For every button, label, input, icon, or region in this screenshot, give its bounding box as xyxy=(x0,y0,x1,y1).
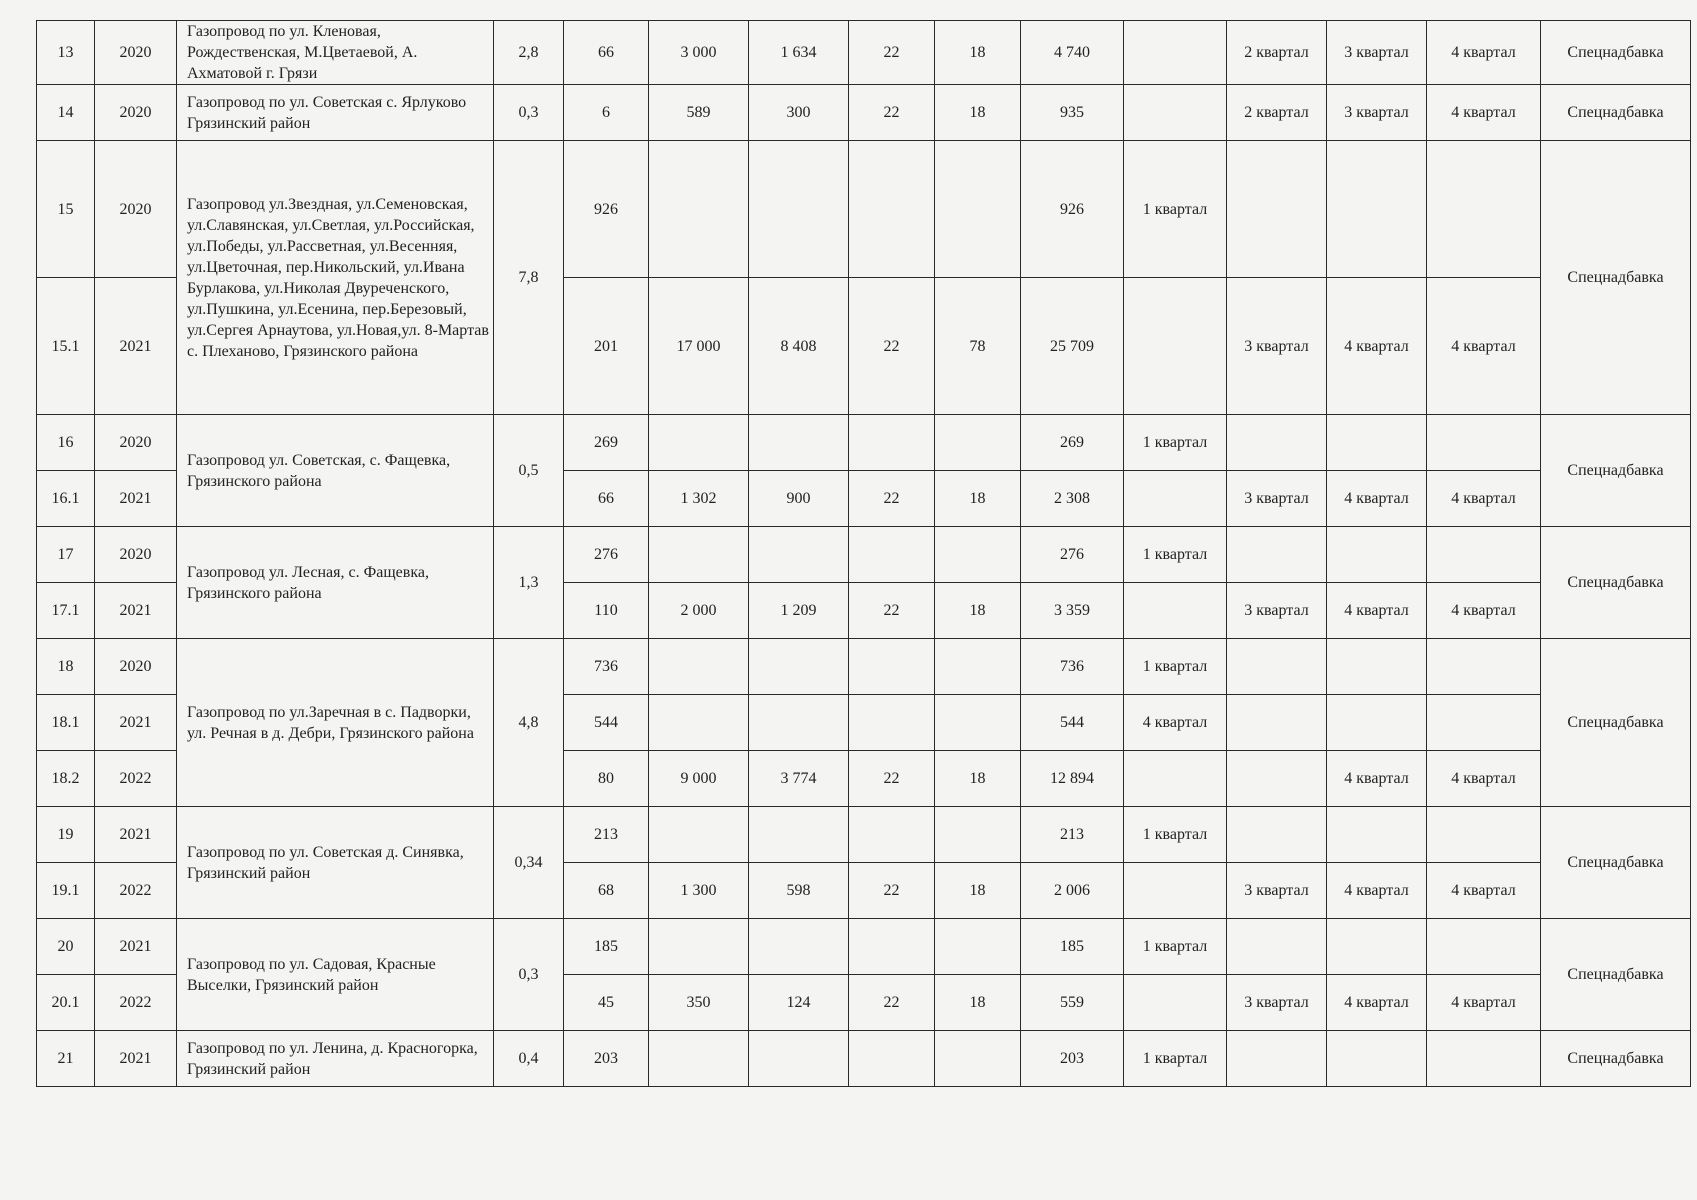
value-cell: 22 xyxy=(849,583,935,639)
year-cell: 2020 xyxy=(95,639,177,695)
quarter-cell: 4 квартал xyxy=(1327,975,1427,1031)
value-cell: 22 xyxy=(849,863,935,919)
value-cell: 18 xyxy=(935,975,1021,1031)
value-cell: 18 xyxy=(935,85,1021,141)
year-cell: 2020 xyxy=(95,527,177,583)
quarter-cell xyxy=(1124,471,1227,527)
quarter-cell xyxy=(1427,807,1541,863)
value-cell: 598 xyxy=(749,863,849,919)
row-number: 15.1 xyxy=(37,278,95,415)
quarter-cell xyxy=(1427,527,1541,583)
value-cell xyxy=(849,527,935,583)
table-row xyxy=(37,527,1691,583)
total-cell: 559 xyxy=(1021,975,1124,1031)
value-cell: 22 xyxy=(849,21,935,85)
value-cell xyxy=(649,695,749,751)
table-row xyxy=(37,415,1691,471)
length-cell: 0,34 xyxy=(494,807,564,919)
quarter-cell xyxy=(1427,1031,1541,1087)
quarter-cell xyxy=(1327,919,1427,975)
object-name: Газопровод по ул. Садовая, Красные Выселки, Грязинский район xyxy=(177,919,494,1031)
quarter-cell xyxy=(1124,583,1227,639)
quarter-cell: 3 квартал xyxy=(1227,975,1327,1031)
value-cell: 589 xyxy=(649,85,749,141)
total-cell: 12 894 xyxy=(1021,751,1124,807)
total-cell: 4 740 xyxy=(1021,21,1124,85)
length-cell: 2,8 xyxy=(494,21,564,85)
value-cell xyxy=(749,141,849,278)
quarter-cell xyxy=(1327,1031,1427,1087)
quarter-cell xyxy=(1427,141,1541,278)
total-cell: 3 359 xyxy=(1021,583,1124,639)
value-cell xyxy=(849,639,935,695)
value-cell xyxy=(849,1031,935,1087)
object-name: Газопровод по ул. Кленовая, Рождественская, М.Цветаевой, А. Ахматовой г. Грязи xyxy=(177,21,494,85)
row-number: 20.1 xyxy=(37,975,95,1031)
value-cell xyxy=(849,141,935,278)
object-name: Газопровод ул. Лесная, с. Фащевка, Грязинского района xyxy=(177,527,494,639)
funding-source: Спецнадбавка xyxy=(1541,141,1691,415)
value-cell xyxy=(935,415,1021,471)
quarter-cell: 4 квартал xyxy=(1427,751,1541,807)
value-cell: 900 xyxy=(749,471,849,527)
value-cell xyxy=(649,415,749,471)
table-row xyxy=(37,85,1691,141)
quarter-cell: 3 квартал xyxy=(1327,21,1427,85)
value-cell: 18 xyxy=(935,583,1021,639)
quarter-cell xyxy=(1124,751,1227,807)
value-cell: 926 xyxy=(564,141,649,278)
quarter-cell: 4 квартал xyxy=(1327,583,1427,639)
year-cell: 2022 xyxy=(95,751,177,807)
total-cell: 185 xyxy=(1021,919,1124,975)
value-cell: 17 000 xyxy=(649,278,749,415)
quarter-cell xyxy=(1327,415,1427,471)
quarter-cell xyxy=(1227,527,1327,583)
value-cell: 1 302 xyxy=(649,471,749,527)
quarter-cell: 4 квартал xyxy=(1427,975,1541,1031)
value-cell: 1 209 xyxy=(749,583,849,639)
value-cell: 300 xyxy=(749,85,849,141)
quarter-cell xyxy=(1227,415,1327,471)
quarter-cell xyxy=(1124,21,1227,85)
value-cell xyxy=(649,1031,749,1087)
row-number: 19 xyxy=(37,807,95,863)
value-cell xyxy=(649,527,749,583)
value-cell xyxy=(649,639,749,695)
value-cell: 544 xyxy=(564,695,649,751)
length-cell: 0,3 xyxy=(494,919,564,1031)
value-cell: 18 xyxy=(935,863,1021,919)
value-cell: 18 xyxy=(935,21,1021,85)
value-cell xyxy=(935,919,1021,975)
funding-source: Спецнадбавка xyxy=(1541,85,1691,141)
value-cell xyxy=(935,527,1021,583)
row-number: 18 xyxy=(37,639,95,695)
funding-source: Спецнадбавка xyxy=(1541,21,1691,85)
value-cell xyxy=(649,919,749,975)
total-cell: 2 006 xyxy=(1021,863,1124,919)
year-cell: 2021 xyxy=(95,1031,177,1087)
value-cell: 22 xyxy=(849,85,935,141)
value-cell xyxy=(749,695,849,751)
value-cell: 203 xyxy=(564,1031,649,1087)
quarter-cell xyxy=(1327,141,1427,278)
value-cell xyxy=(849,919,935,975)
table-row xyxy=(37,1031,1691,1087)
value-cell xyxy=(749,919,849,975)
value-cell: 8 408 xyxy=(749,278,849,415)
value-cell: 124 xyxy=(749,975,849,1031)
quarter-cell xyxy=(1327,807,1427,863)
value-cell: 3 774 xyxy=(749,751,849,807)
value-cell: 6 xyxy=(564,85,649,141)
year-cell: 2022 xyxy=(95,975,177,1031)
value-cell: 3 000 xyxy=(649,21,749,85)
quarter-cell xyxy=(1327,527,1427,583)
value-cell: 68 xyxy=(564,863,649,919)
value-cell: 66 xyxy=(564,471,649,527)
table-row xyxy=(37,807,1691,863)
row-number: 16.1 xyxy=(37,471,95,527)
row-number: 18.1 xyxy=(37,695,95,751)
quarter-cell: 1 квартал xyxy=(1124,639,1227,695)
row-number: 17.1 xyxy=(37,583,95,639)
value-cell xyxy=(935,807,1021,863)
quarter-cell: 4 квартал xyxy=(1427,85,1541,141)
value-cell: 350 xyxy=(649,975,749,1031)
total-cell: 25 709 xyxy=(1021,278,1124,415)
value-cell: 45 xyxy=(564,975,649,1031)
quarter-cell: 4 квартал xyxy=(1427,21,1541,85)
quarter-cell xyxy=(1124,863,1227,919)
quarter-cell xyxy=(1227,695,1327,751)
value-cell xyxy=(935,1031,1021,1087)
value-cell xyxy=(849,695,935,751)
funding-source: Спецнадбавка xyxy=(1541,1031,1691,1087)
value-cell: 2 000 xyxy=(649,583,749,639)
quarter-cell: 3 квартал xyxy=(1327,85,1427,141)
row-number: 19.1 xyxy=(37,863,95,919)
value-cell xyxy=(935,695,1021,751)
year-cell: 2021 xyxy=(95,919,177,975)
value-cell: 201 xyxy=(564,278,649,415)
length-cell: 0,3 xyxy=(494,85,564,141)
quarter-cell xyxy=(1227,919,1327,975)
quarter-cell xyxy=(1427,695,1541,751)
row-number: 15 xyxy=(37,141,95,278)
object-name: Газопровод ул.Звездная, ул.Семеновская, ул.Славянская, ул.Светлая, ул.Российская, ул.Победы, ул.Рассветная, ул.Весенняя, ул.Цветочная, пер.Никольский, ул.Ивана Бурлакова, ул.Николая Двуреченского, ул.Пушкина, ул.Есенина, пер.Березовый, ул.Сергея Арнаутова, ул.Новая,ул. 8-Мартав с. Плеханово, Грязинского района xyxy=(177,141,494,415)
year-cell: 2020 xyxy=(95,141,177,278)
total-cell: 213 xyxy=(1021,807,1124,863)
length-cell: 0,4 xyxy=(494,1031,564,1087)
value-cell xyxy=(649,807,749,863)
total-cell: 935 xyxy=(1021,85,1124,141)
quarter-cell: 4 квартал xyxy=(1124,695,1227,751)
value-cell: 269 xyxy=(564,415,649,471)
year-cell: 2022 xyxy=(95,863,177,919)
row-number: 18.2 xyxy=(37,751,95,807)
quarter-cell xyxy=(1227,639,1327,695)
quarter-cell xyxy=(1327,639,1427,695)
value-cell xyxy=(749,527,849,583)
year-cell: 2021 xyxy=(95,583,177,639)
value-cell xyxy=(749,807,849,863)
quarter-cell: 4 квартал xyxy=(1427,863,1541,919)
quarter-cell xyxy=(1124,278,1227,415)
year-cell: 2020 xyxy=(95,415,177,471)
quarter-cell xyxy=(1124,85,1227,141)
row-number: 17 xyxy=(37,527,95,583)
length-cell: 1,3 xyxy=(494,527,564,639)
total-cell: 269 xyxy=(1021,415,1124,471)
object-name: Газопровод по ул. Ленина, д. Красногорка, Грязинский район xyxy=(177,1031,494,1087)
value-cell: 1 634 xyxy=(749,21,849,85)
year-cell: 2020 xyxy=(95,21,177,85)
object-name: Газопровод по ул.Заречная в с. Падворки, ул. Речная в д. Дебри, Грязинского района xyxy=(177,639,494,807)
quarter-cell xyxy=(1227,141,1327,278)
quarter-cell xyxy=(1427,919,1541,975)
quarter-cell xyxy=(1427,415,1541,471)
row-number: 21 xyxy=(37,1031,95,1087)
value-cell: 22 xyxy=(849,471,935,527)
funding-source: Спецнадбавка xyxy=(1541,807,1691,919)
value-cell: 22 xyxy=(849,278,935,415)
quarter-cell: 3 квартал xyxy=(1227,471,1327,527)
funding-source: Спецнадбавка xyxy=(1541,527,1691,639)
year-cell: 2021 xyxy=(95,695,177,751)
quarter-cell xyxy=(1227,807,1327,863)
value-cell xyxy=(849,415,935,471)
value-cell: 110 xyxy=(564,583,649,639)
quarter-cell: 1 квартал xyxy=(1124,919,1227,975)
object-name: Газопровод ул. Советская, с. Фащевка, Грязинского района xyxy=(177,415,494,527)
row-number: 20 xyxy=(37,919,95,975)
row-number: 13 xyxy=(37,21,95,85)
value-cell: 22 xyxy=(849,751,935,807)
table-row xyxy=(37,141,1691,278)
length-cell: 0,5 xyxy=(494,415,564,527)
object-name: Газопровод по ул. Советская с. Ярлуково Грязинский район xyxy=(177,85,494,141)
year-cell: 2021 xyxy=(95,471,177,527)
total-cell: 276 xyxy=(1021,527,1124,583)
value-cell: 213 xyxy=(564,807,649,863)
quarter-cell: 1 квартал xyxy=(1124,1031,1227,1087)
value-cell xyxy=(649,141,749,278)
total-cell: 2 308 xyxy=(1021,471,1124,527)
quarter-cell: 1 квартал xyxy=(1124,807,1227,863)
quarter-cell: 3 квартал xyxy=(1227,278,1327,415)
quarter-cell: 4 квартал xyxy=(1327,278,1427,415)
funding-source: Спецнадбавка xyxy=(1541,919,1691,1031)
quarter-cell: 4 квартал xyxy=(1327,751,1427,807)
year-cell: 2021 xyxy=(95,278,177,415)
quarter-cell xyxy=(1124,975,1227,1031)
total-cell: 736 xyxy=(1021,639,1124,695)
row-number: 16 xyxy=(37,415,95,471)
value-cell: 22 xyxy=(849,975,935,1031)
length-cell: 4,8 xyxy=(494,639,564,807)
quarter-cell: 3 квартал xyxy=(1227,863,1327,919)
value-cell xyxy=(749,1031,849,1087)
table-row xyxy=(37,919,1691,975)
table-row xyxy=(37,639,1691,695)
quarter-cell: 4 квартал xyxy=(1327,471,1427,527)
value-cell xyxy=(935,639,1021,695)
value-cell xyxy=(849,807,935,863)
length-cell: 7,8 xyxy=(494,141,564,415)
quarter-cell: 4 квартал xyxy=(1427,278,1541,415)
value-cell: 736 xyxy=(564,639,649,695)
value-cell: 18 xyxy=(935,751,1021,807)
quarter-cell xyxy=(1427,639,1541,695)
value-cell xyxy=(749,639,849,695)
funding-source: Спецнадбавка xyxy=(1541,415,1691,527)
quarter-cell: 1 квартал xyxy=(1124,141,1227,278)
object-name: Газопровод по ул. Советская д. Синявка, Грязинский район xyxy=(177,807,494,919)
year-cell: 2020 xyxy=(95,85,177,141)
row-number: 14 xyxy=(37,85,95,141)
value-cell: 80 xyxy=(564,751,649,807)
value-cell: 9 000 xyxy=(649,751,749,807)
value-cell: 276 xyxy=(564,527,649,583)
total-cell: 544 xyxy=(1021,695,1124,751)
value-cell: 78 xyxy=(935,278,1021,415)
quarter-cell: 3 квартал xyxy=(1227,583,1327,639)
quarter-cell: 4 квартал xyxy=(1327,863,1427,919)
value-cell: 185 xyxy=(564,919,649,975)
total-cell: 203 xyxy=(1021,1031,1124,1087)
total-cell: 926 xyxy=(1021,141,1124,278)
quarter-cell: 1 квартал xyxy=(1124,415,1227,471)
value-cell xyxy=(749,415,849,471)
quarter-cell: 2 квартал xyxy=(1227,21,1327,85)
year-cell: 2021 xyxy=(95,807,177,863)
gas-pipeline-table xyxy=(36,20,1691,1087)
quarter-cell: 2 квартал xyxy=(1227,85,1327,141)
value-cell: 66 xyxy=(564,21,649,85)
table-row xyxy=(37,21,1691,85)
value-cell xyxy=(935,141,1021,278)
quarter-cell xyxy=(1227,1031,1327,1087)
quarter-cell: 4 квартал xyxy=(1427,583,1541,639)
funding-source: Спецнадбавка xyxy=(1541,639,1691,807)
quarter-cell: 1 квартал xyxy=(1124,527,1227,583)
quarter-cell xyxy=(1227,751,1327,807)
value-cell: 1 300 xyxy=(649,863,749,919)
value-cell: 18 xyxy=(935,471,1021,527)
quarter-cell: 4 квартал xyxy=(1427,471,1541,527)
quarter-cell xyxy=(1327,695,1427,751)
